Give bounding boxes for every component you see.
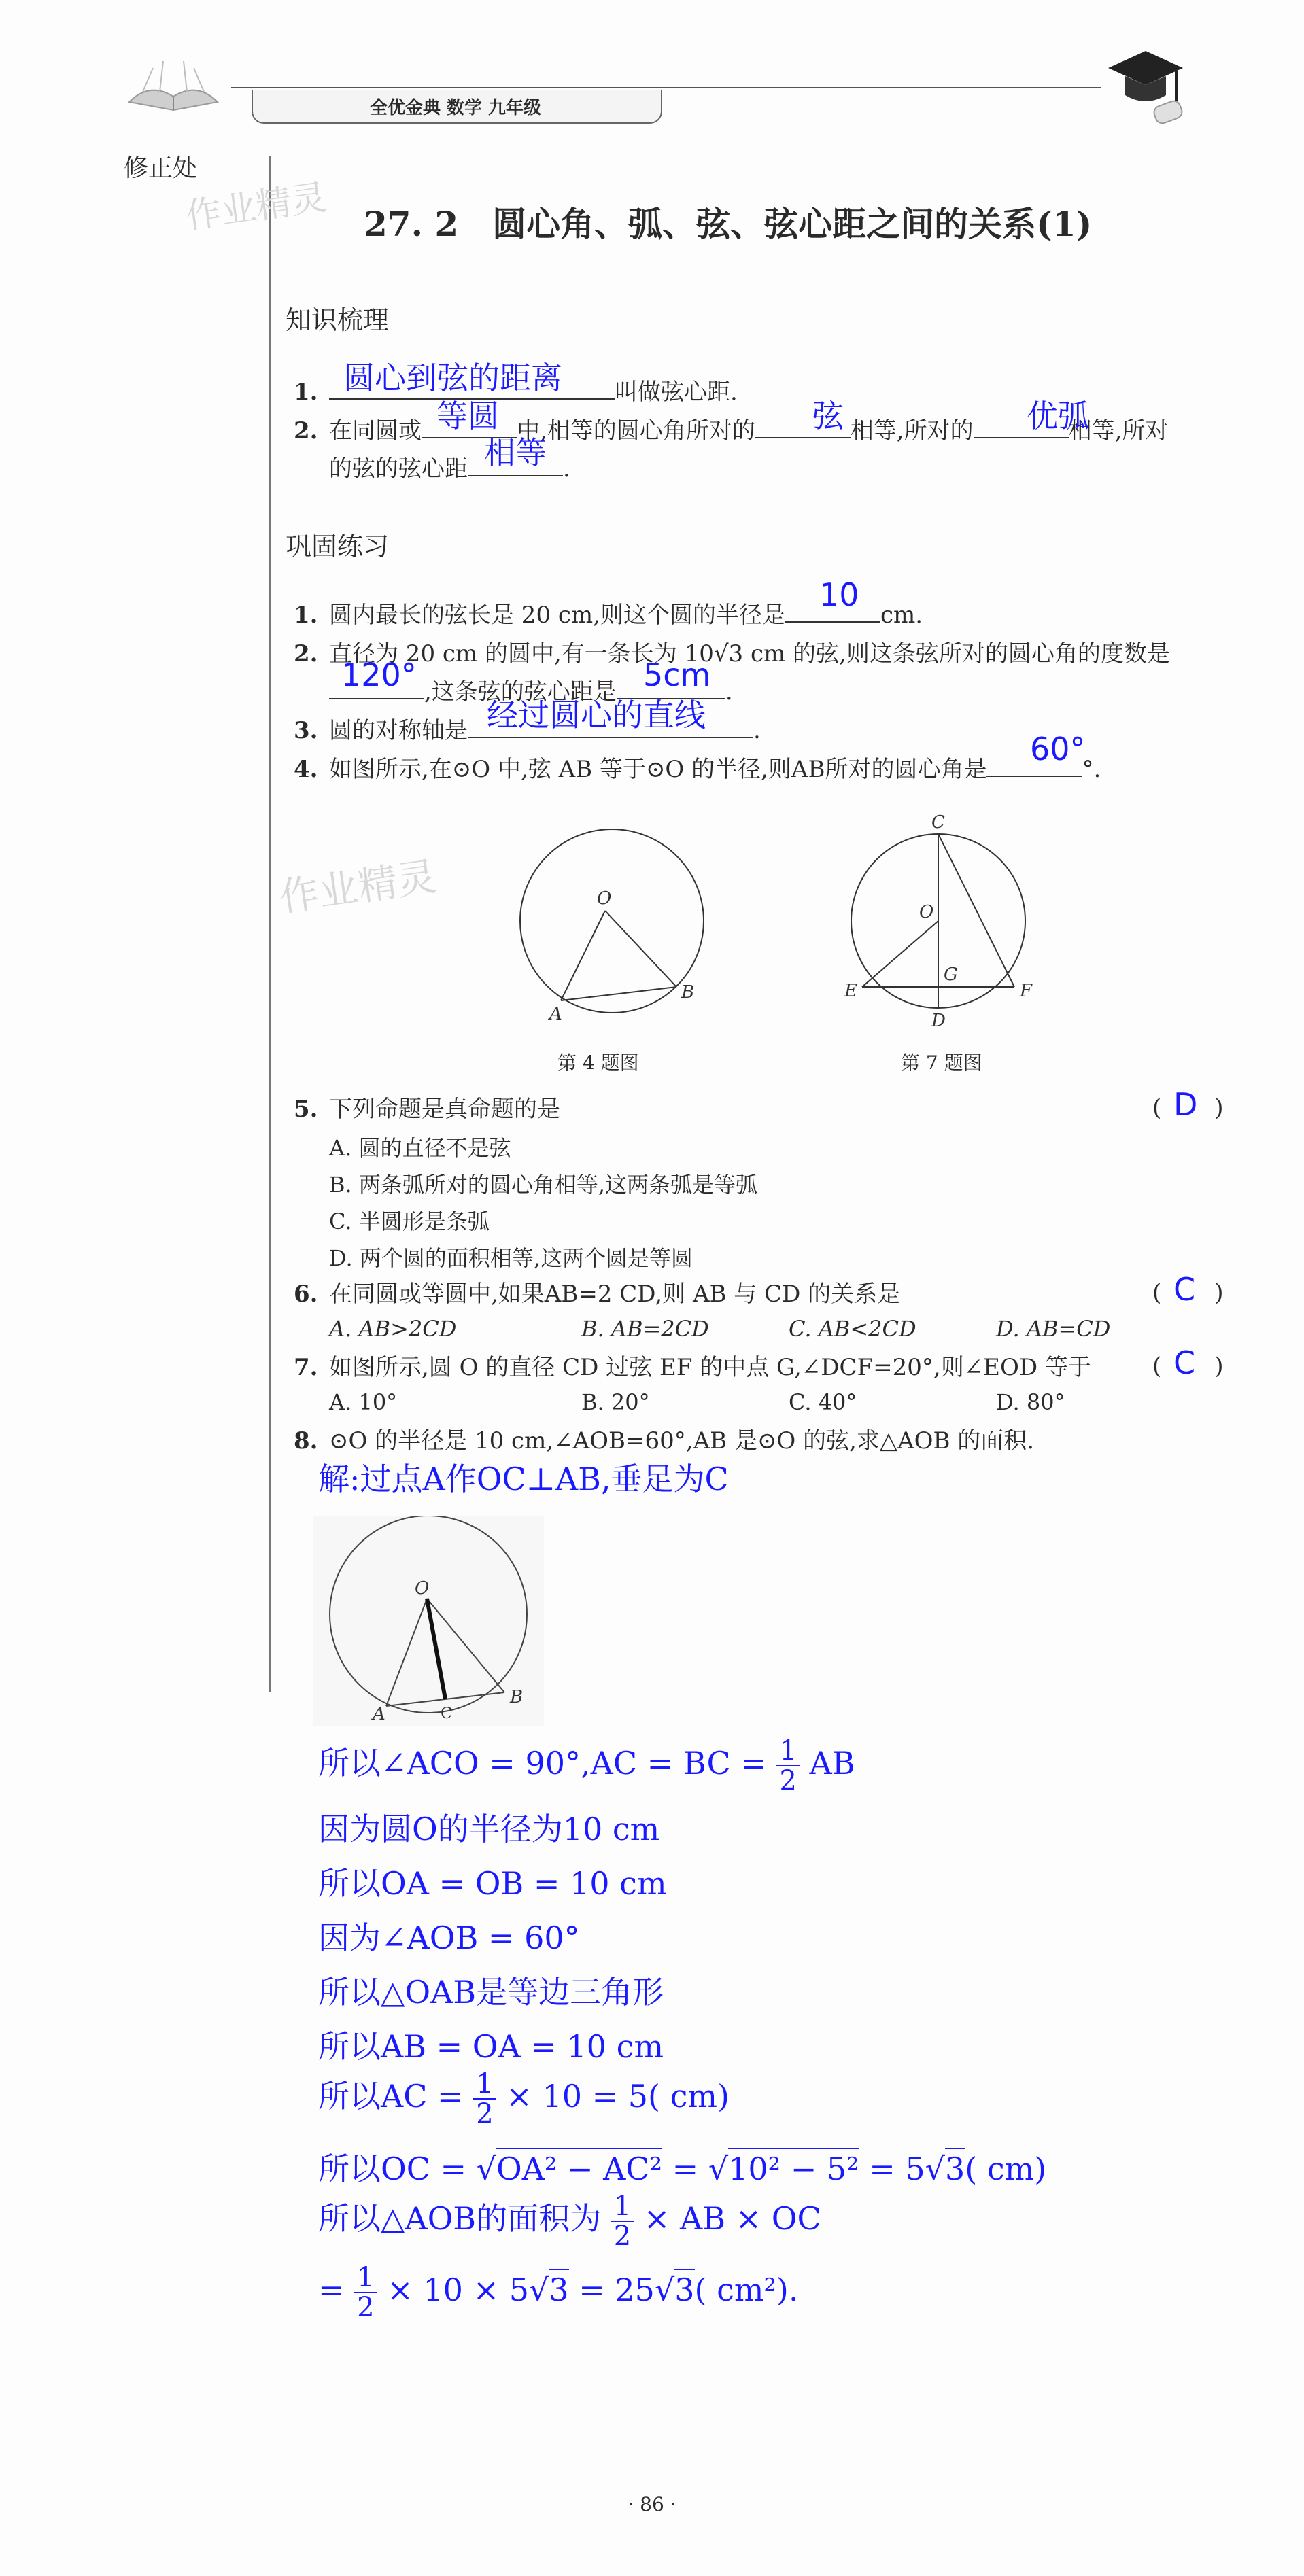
blank — [974, 437, 1069, 438]
handwritten-answer: 弦 — [812, 398, 844, 434]
option: C. AB<2CD — [789, 1316, 916, 1342]
option: A. AB>2CD — [329, 1316, 457, 1342]
blank — [468, 475, 563, 476]
exercise-2-cont: ,这条弦的弦心距是 . — [329, 677, 733, 707]
graduation-cap-icon — [1101, 41, 1190, 129]
blank — [785, 621, 880, 623]
knowledge-item-2-cont: 的弦的弦心距 . — [329, 455, 570, 483]
solution-line-9: 所以△AOB的面积为 $\frac{1}{2}$ × AB × OC — [318, 2191, 821, 2252]
page-number: · 86 · — [628, 2493, 676, 2516]
point-label-O: O — [415, 1578, 430, 1599]
point-label-A: A — [373, 1704, 385, 1724]
figure-4 — [490, 809, 734, 1040]
figure-7 — [836, 809, 1054, 1040]
sqrt-sign: √ — [529, 2272, 549, 2308]
option: A. 10° — [329, 1389, 398, 1415]
exercise-1: 1. 圆内最长的弦长是 20 cm,则这个圆的半径是 cm. — [294, 602, 923, 629]
margin-rule — [269, 156, 271, 1692]
point-label-C: C — [441, 1705, 452, 1722]
handwritten-answer: 经过圆心的直线 — [487, 697, 706, 733]
header-rule — [231, 87, 1101, 88]
option: B. 两条弧所对的圆心角相等,这两条弧是等弧 — [329, 1172, 758, 1198]
handwritten-answer: 10 — [819, 576, 859, 613]
solution-line-3: 所以OA = OB = 10 cm — [318, 1865, 667, 1902]
handwritten-answer: D — [1173, 1086, 1198, 1123]
exercise-2: 2. 直径为 20 cm 的圆中,有一条长为 10√3 cm 的弦,则这条弦所对的圆心角的度数是 — [294, 640, 1170, 667]
blank — [468, 737, 753, 738]
blank — [755, 437, 851, 438]
handwritten-answer: 优弧 — [1027, 398, 1089, 434]
solution-line-2: 因为圆O的半径为10 cm — [318, 1811, 660, 1847]
solution-line-7: 所以AC = $\frac{1}{2}$ × 10 = 5( cm) — [318, 2068, 730, 2129]
exercise-6: 6. 在同圆或等圆中,如果AB=2 CD,则 AB 与 CD 的关系是 — [294, 1281, 901, 1308]
solution-line-10: = $\frac{1}{2}$ × 10 × 5√3 = 25√3( cm²). — [318, 2262, 799, 2323]
option: D. 80° — [996, 1389, 1065, 1415]
point-label-O: O — [919, 902, 934, 922]
solution-line-8: 所以OC = √OA² − AC² = √10² − 5² = 5√3( cm) — [318, 2144, 1046, 2189]
answer-paren: ( ) — [1152, 1094, 1224, 1121]
exercise-3: 3. 圆的对称轴是 . — [294, 717, 761, 744]
option: C. 半圆形是条弧 — [329, 1208, 490, 1234]
point-label-B: B — [510, 1687, 524, 1707]
answer-paren: ( ) — [1152, 1279, 1224, 1306]
option: C. 40° — [789, 1389, 857, 1415]
option: B. 20° — [581, 1389, 650, 1415]
segment-OE — [862, 921, 938, 987]
blank — [329, 698, 424, 699]
watermark: 作业精灵 — [183, 177, 329, 238]
point-label-A: A — [549, 1004, 562, 1024]
handwritten-answer: 相等 — [484, 434, 547, 471]
point-label-C: C — [931, 812, 945, 833]
handwritten-answer: C — [1173, 1271, 1196, 1308]
fraction: $\frac{1}{2}$ — [354, 2263, 377, 2322]
answer-paren: ( ) — [1152, 1353, 1224, 1380]
book-icon — [122, 54, 224, 116]
exercise-7: 7. 如图所示,圆 O 的直径 CD 过弦 EF 的中点 G,∠DCF=20°,则∠EOD 等于 — [294, 1354, 1091, 1381]
handwritten-answer: 等圆 — [436, 398, 499, 434]
figure-caption: 第 4 题图 — [557, 1051, 639, 1074]
solution-line-1: 所以∠ACO = 90°,AC = BC = $\frac{1}{2}$ AB — [318, 1735, 855, 1796]
handwritten-answer: 圆心到弦的距离 — [343, 360, 562, 396]
exercise-5: 5. 下列命题是真命题的是 — [294, 1096, 560, 1123]
sqrt-sign: √ — [925, 2151, 945, 2187]
figure-caption: 第 7 题图 — [901, 1051, 982, 1074]
watermark: 作业精灵 — [277, 853, 440, 921]
option: A. 圆的直径不是弦 — [329, 1135, 511, 1161]
page-title: 27. 2 圆心角、弧、弦、弦心距之间的关系(1) — [364, 204, 1093, 244]
solution-line-4: 因为∠AOB = 60° — [318, 1919, 580, 1956]
point-label-O: O — [597, 888, 612, 909]
handwritten-answer: 120° — [341, 657, 417, 693]
handwritten-answer: C — [1173, 1344, 1196, 1381]
knowledge-item-2: 2. 在同圆或 中,相等的圆心角所对的 相等,所对的 相等,所对 — [294, 417, 1169, 445]
option: D. AB=CD — [996, 1316, 1111, 1342]
fraction: $\frac{1}{2}$ — [611, 2192, 634, 2250]
radius-OA — [561, 911, 605, 1000]
blank — [986, 776, 1082, 777]
solution-figure — [313, 1516, 544, 1726]
exercise-8: 8. ⊙O 的半径是 10 cm,∠AOB=60°,AB 是⊙O 的弦,求△AOB 的面积. — [294, 1427, 1035, 1455]
section-heading: 知识梳理 — [286, 305, 390, 335]
option: D. 两个圆的面积相等,这两个圆是等圆 — [329, 1245, 693, 1271]
solution-line-5: 所以△OAB是等边三角形 — [318, 1974, 664, 2011]
handwritten-answer: 5cm — [643, 657, 711, 693]
point-label-E: E — [844, 981, 857, 1001]
solution-intro: 解:过点A作OC⊥AB,垂足为C — [318, 1461, 729, 1497]
handwritten-answer: 60° — [1030, 731, 1086, 767]
fraction: $\frac{1}{2}$ — [776, 1737, 799, 1795]
point-label-G: G — [944, 964, 958, 985]
section-heading: 巩固练习 — [286, 532, 390, 561]
solution-line-6: 所以AB = OA = 10 cm — [318, 2028, 664, 2065]
radius-OB — [605, 911, 676, 987]
sqrt-sign: √ — [708, 2151, 729, 2187]
option: B. AB=2CD — [581, 1316, 709, 1342]
sqrt-sign: √ — [476, 2151, 497, 2187]
header — [122, 41, 1183, 129]
figure-4-circle — [520, 829, 704, 1013]
fraction: $\frac{1}{2}$ — [473, 2070, 496, 2128]
knowledge-item-1: 1. 叫做弦心距. — [294, 379, 738, 406]
exercise-4: 4. 如图所示,在⊙O 中,弦 AB 等于⊙O 的半径,则AB所对的圆心角是 °. — [294, 756, 1101, 783]
margin-label: 修正处 — [124, 154, 198, 182]
point-label-B: B — [681, 982, 695, 1003]
point-label-F: F — [1020, 981, 1033, 1001]
chord-AB — [561, 987, 676, 1000]
sqrt-sign: √ — [654, 2272, 675, 2308]
header-book-title: 全优金典 数学 九年级 — [369, 98, 542, 118]
point-label-D: D — [931, 1011, 946, 1031]
